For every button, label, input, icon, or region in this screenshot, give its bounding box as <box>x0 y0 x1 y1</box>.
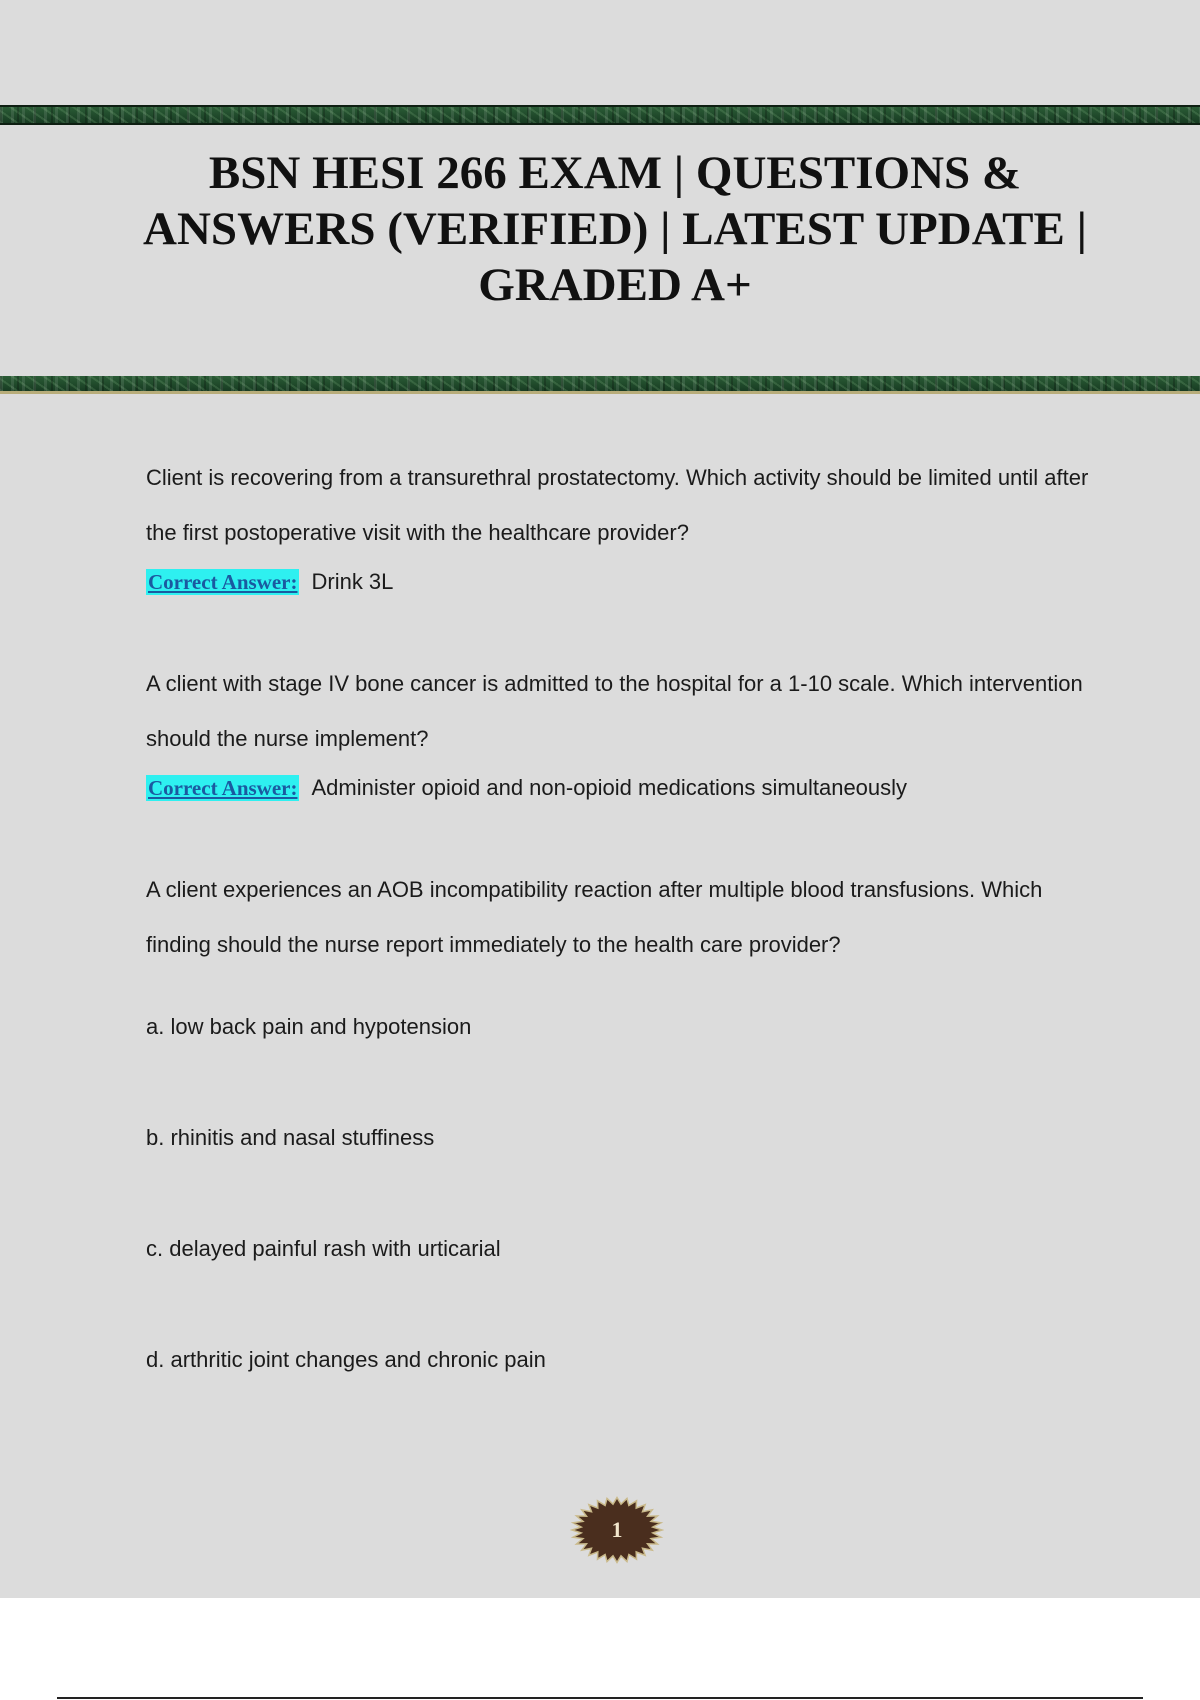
question-text: A client experiences an AOB incompatibility reaction after multiple blood transfusions. Which finding should the nurse report immediately to the health care provider? <box>146 877 1043 957</box>
footer-rule <box>57 1697 1143 1699</box>
option-c: c. delayed painful rash with urticarial <box>146 1236 501 1261</box>
document-title: BSN HESI 266 EXAM | QUESTIONS & ANSWERS (VERIFIED) | LATEST UPDATE | GRADED A+ <box>143 147 1087 311</box>
question-text: A client with stage IV bone cancer is admitted to the hospital for a 1-10 scale. Which intervention should the nurse implement? <box>146 671 1083 751</box>
question-block-3 <box>146 862 1106 1456</box>
answer-options <box>146 1012 1106 1456</box>
question-block-2 <box>146 656 1106 806</box>
answer-text: Drink 3L <box>311 569 394 594</box>
answer-row <box>146 770 1106 806</box>
option-b: b. rhinitis and nasal stuffiness <box>146 1125 435 1150</box>
question-text: Client is recovering from a transurethral prostatectomy. Which activity should be limited until after the first postoperative visit with the healthcare provider? <box>146 465 1089 545</box>
correct-answer-label: Correct Answer: <box>148 776 298 800</box>
correct-answer-label: Correct Answer: <box>148 570 298 594</box>
decorative-border-bottom <box>0 376 1200 394</box>
option-a: a. low back pain and hypotension <box>146 1014 472 1039</box>
question-block-1 <box>146 450 1106 600</box>
option-d: d. arthritic joint changes and chronic pain <box>146 1347 546 1372</box>
answer-text: Administer opioid and non-opioid medications simultaneously <box>311 775 908 800</box>
document-body <box>146 450 1106 1512</box>
decorative-border-top <box>0 105 1200 125</box>
answer-row <box>146 564 1106 600</box>
page-number: 1 <box>611 1517 623 1542</box>
